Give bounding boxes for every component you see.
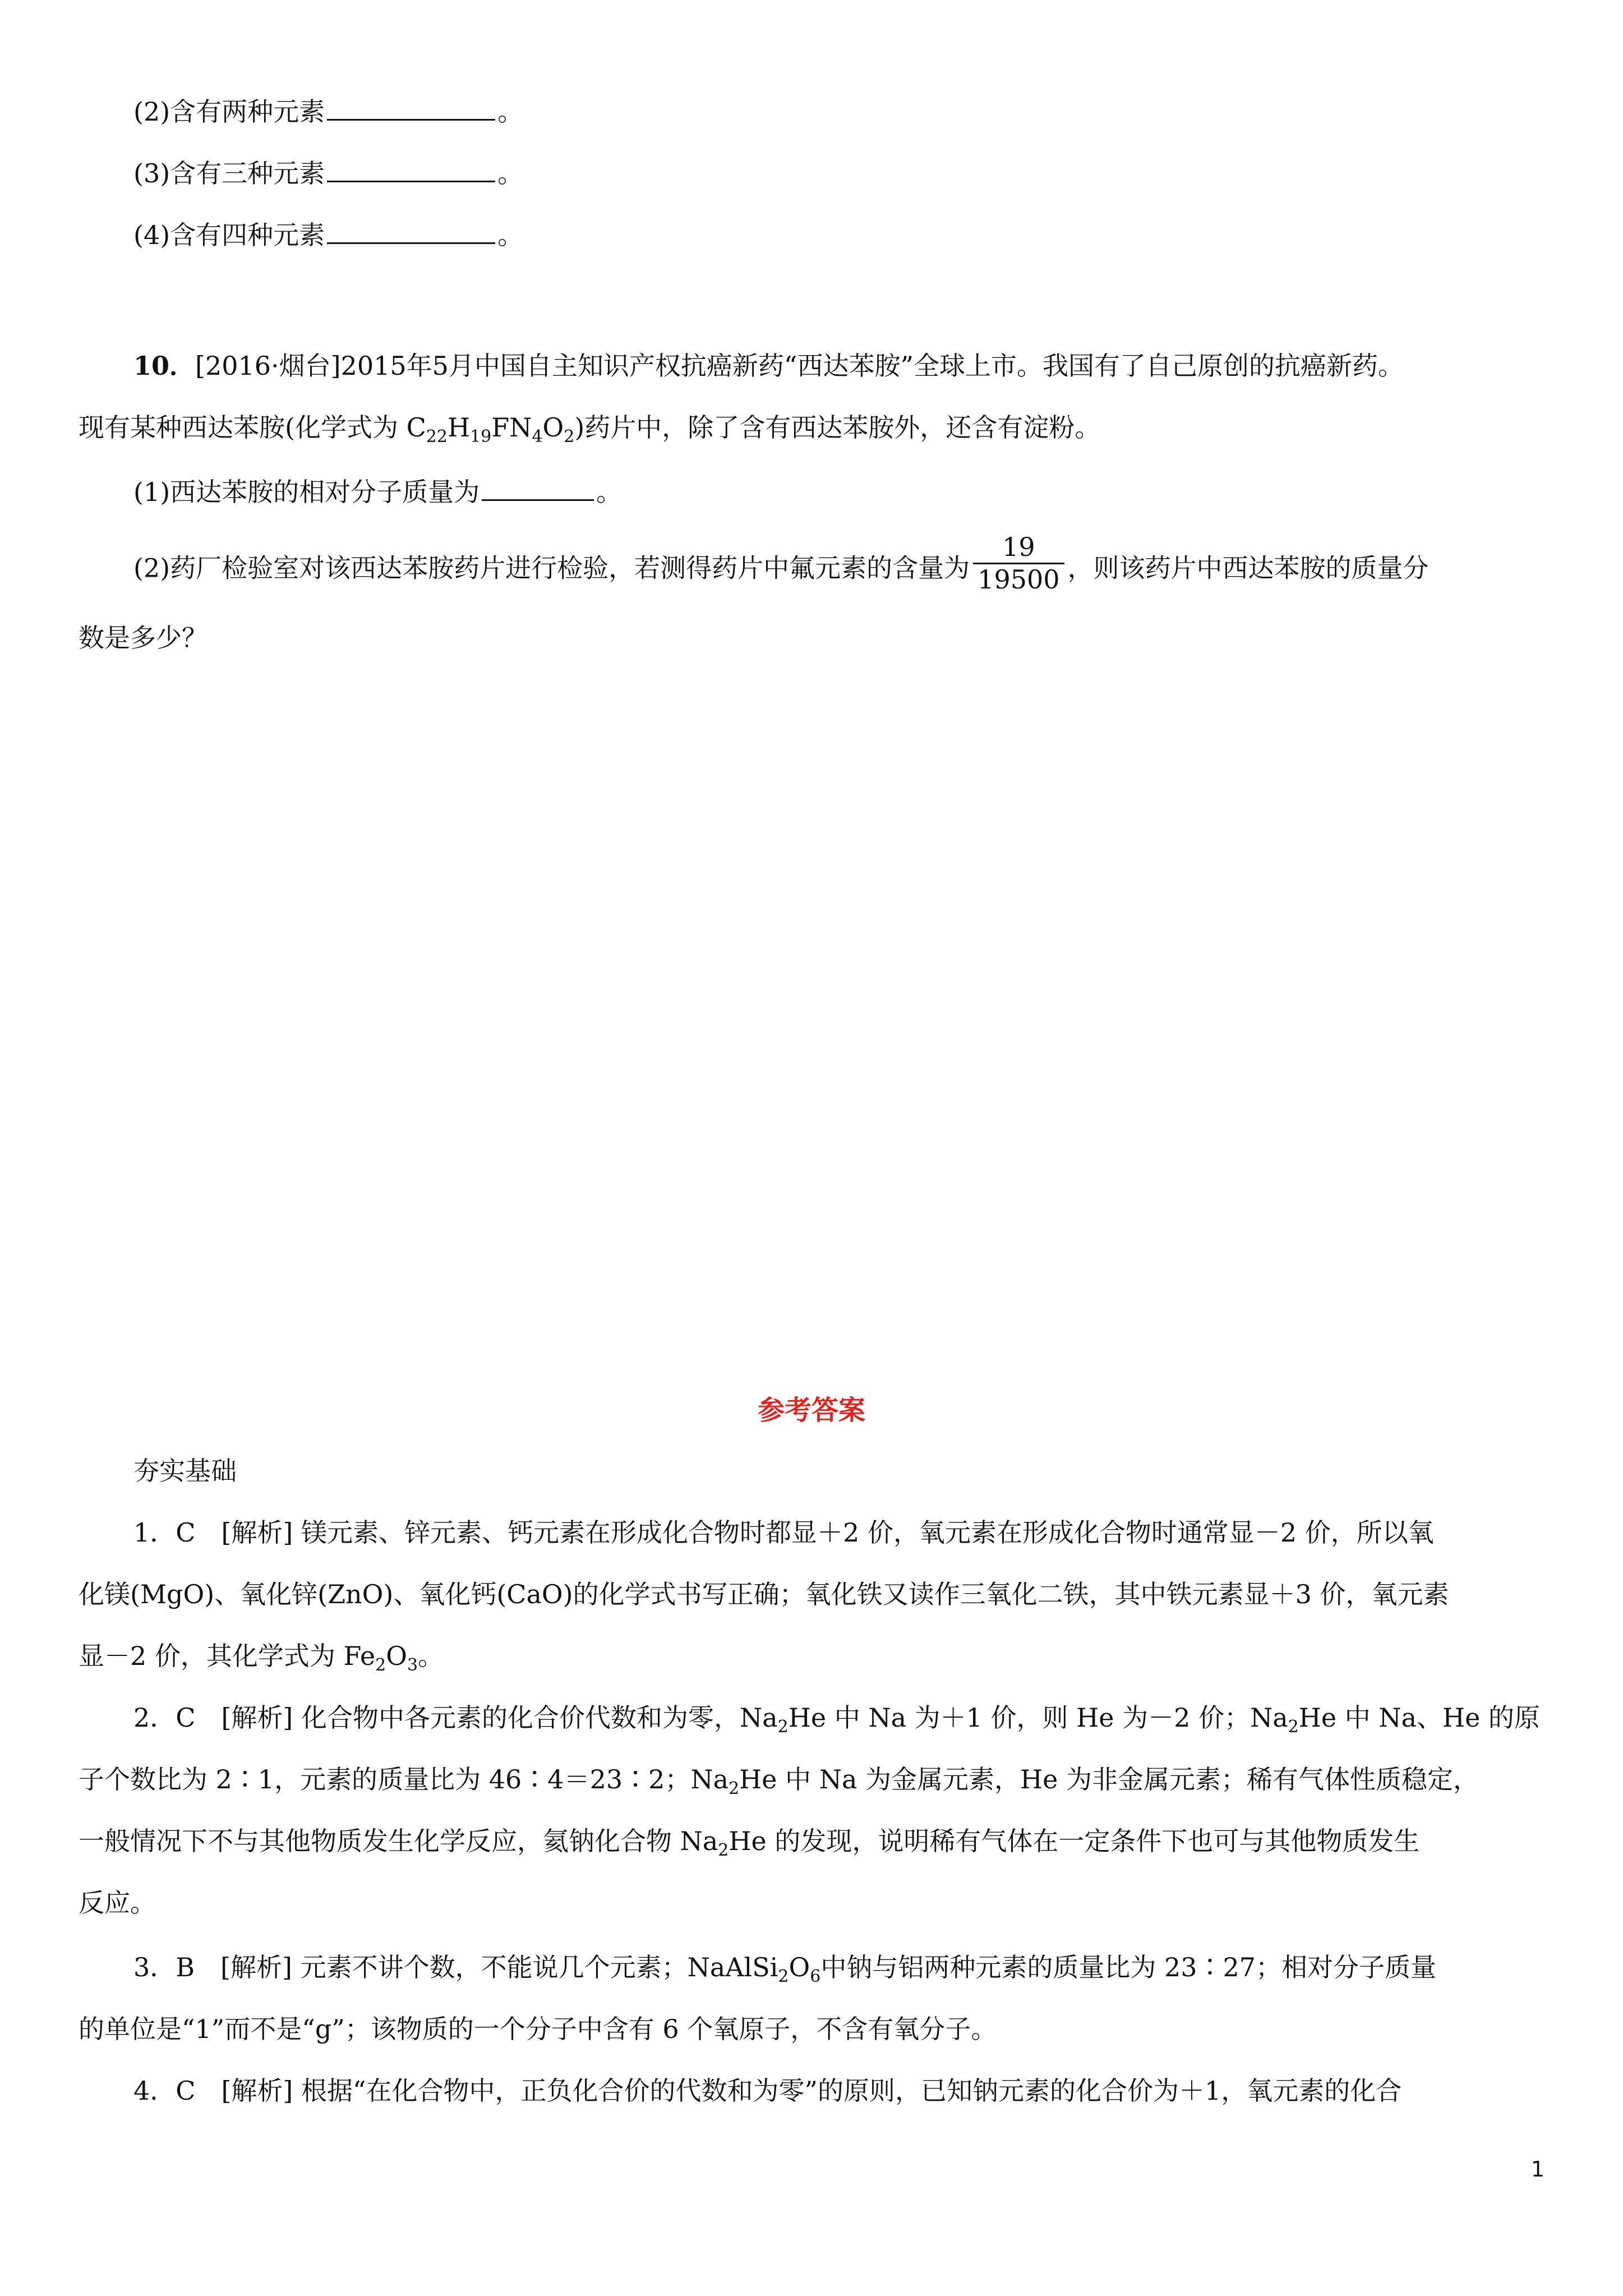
text-run: )药片中，除了含有西达苯胺外，还含有淀粉。 [574,412,1101,443]
question-number: 10． [133,351,196,381]
text-run: ，则该药片中西达苯胺的质量分 [1067,553,1429,583]
subscript: 2 [718,1841,729,1860]
answer-3-line2: 的单位是“1”而不是“g”；该物质的一个分子中含有 6 个氧原子，不含有氧分子。 [79,2014,997,2044]
text-run: O [542,412,564,443]
subscript: 22 [426,427,448,447]
subscript: 2 [375,1655,386,1675]
fraction-numerator: 19 [1002,532,1035,562]
answer-2-line2 [79,1764,1479,1798]
answer-blank [327,118,495,121]
text-run: He 中 Na、He 的原 [1298,1703,1540,1733]
q9-sub3-end: 。 [497,158,524,188]
subscript: 6 [810,1967,821,1986]
fraction-denominator: 19500 [978,564,1060,595]
text-run: 现有某种西达苯胺(化学式为 C [79,412,426,443]
answer-1-line3 [79,1641,444,1675]
text-run: 数是多少？ [79,623,208,653]
answer-1-line2: 化镁(MgO)、氧化锌(ZnO)、氧化钙(CaO)的化学式书写正确；氧化铁又读作三氧化二铁，其中铁元素显＋3 价，氧元素 [79,1579,1449,1609]
text-run: O [386,1641,407,1671]
answer-3-line1 [133,1952,1437,1986]
answer-1-line1: 1．C [解析] 镁元素、锌元素、钙元素在形成化合物时都显＋2 价，氧元素在形成化合物时通常显－2 价，所以氧 [133,1517,1434,1548]
answer-blank [482,499,594,501]
q9-sub4 [133,220,523,251]
q9-sub3 [133,158,523,189]
q10-sub1 [133,477,622,508]
text-run: 2．C [解析] 化合物中各元素的化合价代数和为零，Na [133,1703,778,1733]
subscript: 2 [777,1717,789,1737]
text-run: 中钠与铝两种元素的质量比为 23∶27；相对分子质量 [820,1952,1437,1982]
text-run: H [447,412,471,443]
answer-blank [327,242,495,244]
subscript: 2 [728,1779,740,1798]
answer-2-line4: 反应。 [79,1888,156,1918]
answers-heading: 参考答案 [757,1395,865,1426]
q10-stem1: [2016·烟台]2015年5月中国自主知识产权抗癌新药“西达苯胺”全球上市。我国有了自己原创的抗癌新药。 [195,351,1404,381]
subscript: 4 [532,427,543,447]
text-run: O [789,1952,810,1982]
q9-sub3-text: (3)含有三种元素 [133,158,325,188]
text-run: He 中 Na 为＋1 价，则 He 为－2 价；Na [788,1703,1288,1733]
q9-sub2-end: 。 [497,96,524,127]
q9-sub2-text: (2)含有两种元素 [133,96,325,127]
q9-sub4-text: (4)含有四种元素 [133,220,325,250]
text-run: 显－2 价，其化学式为 Fe [79,1641,376,1671]
text-run: (2)药厂检验室对该西达苯胺药片进行检验，若测得药片中氟元素的含量为 [133,553,970,583]
q10-sub2 [133,532,1429,602]
subscript: 3 [407,1655,418,1675]
answer-2-line1 [133,1703,1540,1737]
text-run: 。 [418,1641,444,1671]
answer-blank [327,180,495,182]
text-run: He 中 Na 为金属元素，He 为非金属元素；稀有气体性质稳定， [739,1764,1479,1795]
subscript: 2 [1288,1717,1299,1737]
q10-sub1-text: (1)西达苯胺的相对分子质量为 [133,477,480,507]
q9-sub2 [133,96,523,127]
subscript: 2 [564,427,575,447]
q10-stem-line1 [133,351,1404,381]
subscript: 2 [778,1967,789,1986]
fraction [973,532,1064,595]
text-run: 3．B [解析] 元素不讲个数，不能说几个元素；NaAlSi [133,1952,778,1982]
q10-stem-line2 [79,412,1101,447]
answer-2-line3 [79,1826,1420,1860]
text-run: FN [491,412,532,443]
q10-sub2-cont [79,623,208,654]
q9-sub4-end: 。 [497,220,524,250]
answer-4-line1: 4．C [解析] 根据“在化合物中，正负化合价的代数和为零”的原则，已知钠元素的化合价为＋1，氧元素的化合 [133,2076,1402,2106]
q10-sub1-end: 。 [596,477,623,507]
text-run: 一般情况下不与其他物质发生化学反应，氦钠化合物 Na [79,1826,718,1856]
text-run: He 的发现，说明稀有气体在一定条件下也可与其他物质发生 [728,1826,1420,1856]
page-number: 1 [1530,2157,1544,2182]
section-title: 夯实基础 [133,1456,237,1486]
text-run: 子个数比为 2∶1，元素的质量比为 46∶4＝23∶2；Na [79,1764,729,1795]
subscript: 19 [470,427,492,447]
